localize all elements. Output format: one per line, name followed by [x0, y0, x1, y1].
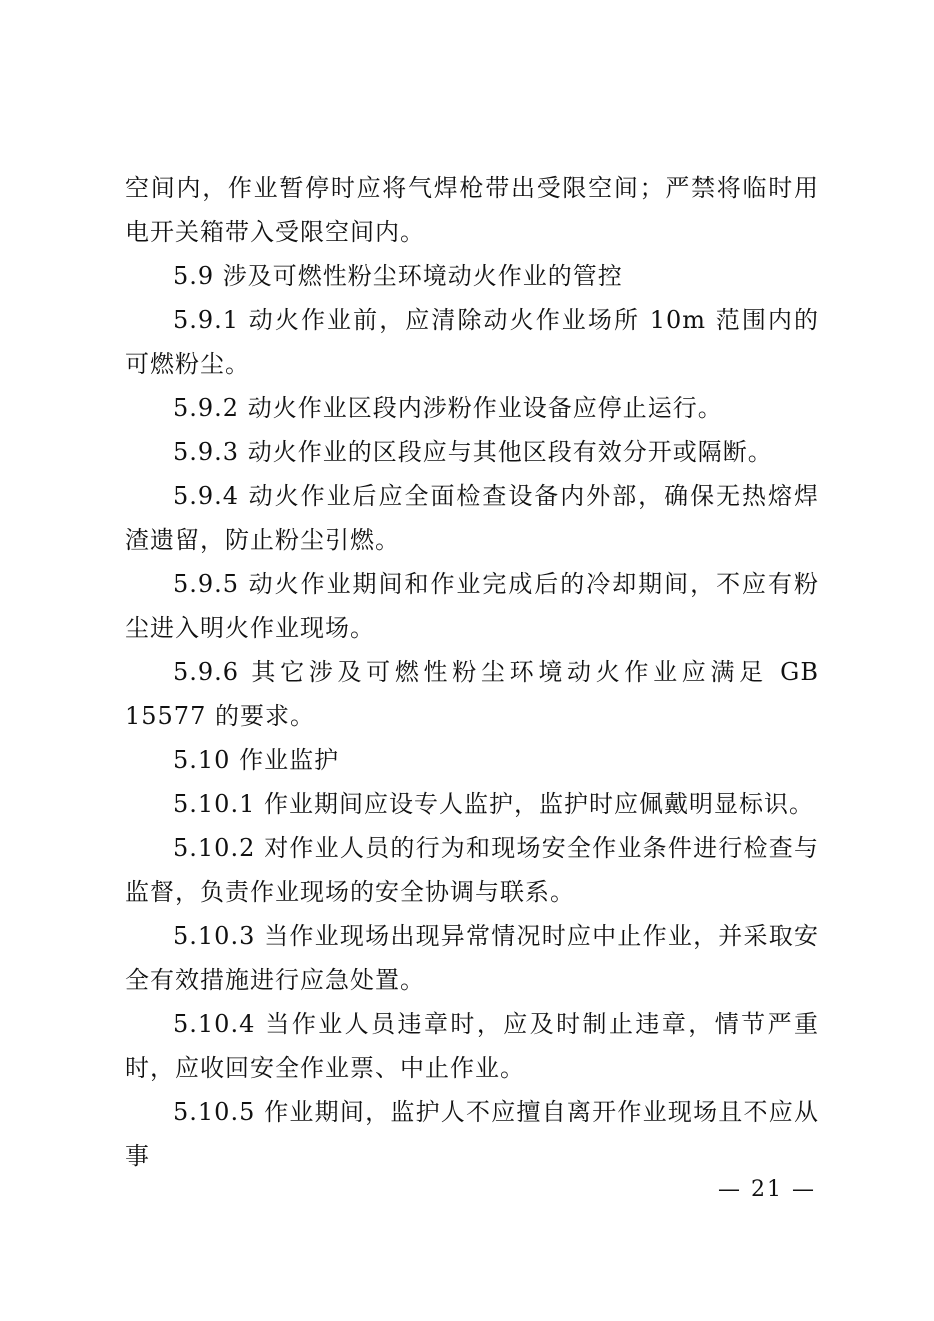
paragraph: 5.9.1 动火作业前，应清除动火作业场所 10m 范围内的可燃粉尘。: [125, 306, 819, 378]
paragraph: 5.10.2 对作业人员的行为和现场安全作业条件进行检查与监督，负责作业现场的安全协调与联系。: [125, 834, 819, 906]
section-heading: 5.9 涉及可燃性粉尘环境动火作业的管控: [173, 262, 623, 290]
paragraph: 5.9.3 动火作业的区段应与其他区段有效分开或隔断。: [173, 438, 773, 466]
paragraph: 5.9.6 其它涉及可燃性粉尘环境动火作业应满足 GB 15577 的要求。: [125, 658, 819, 730]
paragraph: 5.10.4 当作业人员违章时，应及时制止违章，情节严重时，应收回安全作业票、中止作业。: [125, 1010, 819, 1082]
paragraph: 5.10.1 作业期间应设专人监护，监护时应佩戴明显标识。: [173, 790, 814, 818]
section-heading: 5.10 作业监护: [173, 746, 340, 774]
paragraph: 5.9.4 动火作业后应全面检查设备内外部，确保无热熔焊渣遗留，防止粉尘引燃。: [125, 482, 819, 554]
paragraph: 5.10.3 当作业现场出现异常情况时应中止作业，并采取安全有效措施进行应急处置。: [125, 922, 819, 994]
paragraph: 5.9.5 动火作业期间和作业完成后的冷却期间，不应有粉尘进入明火作业现场。: [125, 570, 819, 642]
page-number: — 21 —: [718, 1177, 816, 1202]
paragraph: 5.10.5 作业期间，监护人不应擅自离开作业现场且不应从事: [125, 1098, 819, 1170]
document-body: [125, 166, 819, 1178]
paragraph: 5.9.2 动火作业区段内涉粉作业设备应停止运行。: [173, 394, 723, 422]
paragraph: 空间内，作业暂停时应将气焊枪带出受限空间；严禁将临时用电开关箱带入受限空间内。: [125, 174, 819, 246]
